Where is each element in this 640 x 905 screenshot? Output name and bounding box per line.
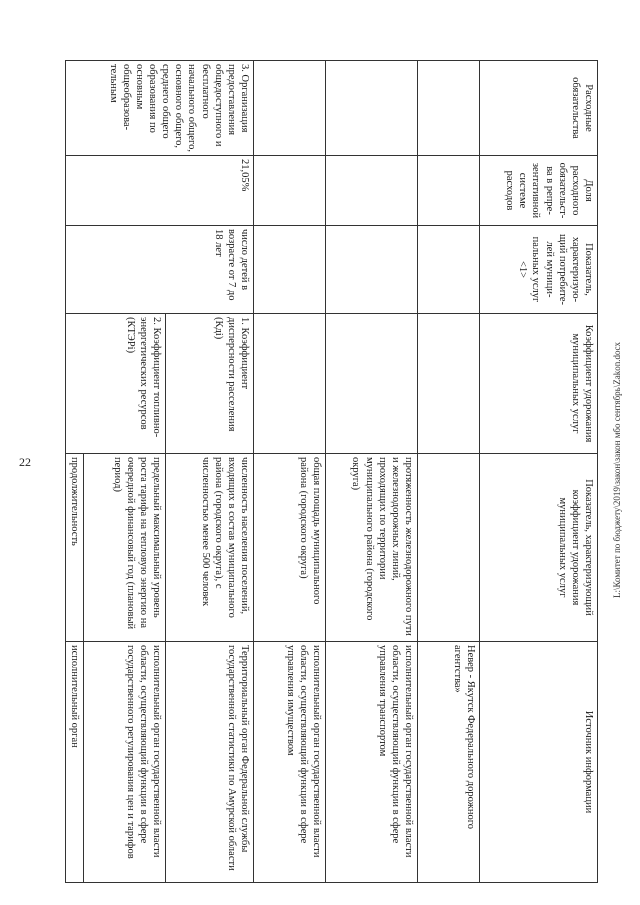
cost-table: [65, 60, 598, 883]
cell-indicator: продолжительность: [65, 454, 83, 642]
cell-empty: [418, 61, 480, 156]
cell-empty: [254, 61, 326, 156]
cell-source: исполнительный орган государственной власти области, осуществляющий функции в сфере управления транспортом: [326, 642, 418, 883]
cell-empty: [418, 156, 480, 226]
cell-empty: [254, 314, 326, 454]
table-row: [418, 61, 480, 883]
cell-empty: [326, 156, 418, 226]
header-indicator: Показатель, характеризующий коэффициент удорожания муниципальных услуг: [480, 454, 598, 642]
header-coefficient: Коэффициент удорожания муниципальных услуг: [480, 314, 598, 454]
cell-empty: [326, 61, 418, 156]
header-obligations: Расходные обязательства: [480, 61, 598, 156]
cell-source: исполнительный орган государственной власти области, осуществляющий функции в сфере государственного регулирования цен и тарифов: [84, 642, 166, 883]
table-row: [254, 61, 326, 883]
cell-obligation: 3. Организация предоставления общедоступного и бесплатного начального общего, основного общего, среднего общего образования по основным общеобразова-тельным: [65, 61, 253, 156]
header-share: Доля расходного обязательст-ва в репре-зентативной системе расходов: [480, 156, 598, 226]
cell-source: Невер - Якутск Федерального дорожного агентства»: [418, 642, 480, 883]
cell-empty: [418, 314, 480, 454]
cell-empty: [418, 454, 480, 642]
header-consumers: Показатель, характеризую-щий потребите-лей муници-пальных услуг <1>: [480, 226, 598, 314]
cell-empty: [254, 156, 326, 226]
cell-source: исполнительный орган государственной власти области, осуществляющий функции в сфере управления имуществом: [254, 642, 326, 883]
table-row: [326, 61, 418, 883]
cell-empty: [326, 226, 418, 314]
footer-file-path-text: L:\Комитет по бюджету\2019\закон\закон мбо сентябрь\Zakon.docx: [612, 341, 622, 599]
cell-indicator: предельный максимальный уровень роста тарифа на тепловую энергию на очередной финансовый год (плановый период): [84, 454, 166, 642]
cell-empty: [418, 226, 480, 314]
cell-source: исполнительный орган: [65, 642, 83, 883]
page-number: 22: [19, 455, 31, 469]
rotated-table-container: [68, 60, 598, 882]
cell-indicator: протяженность железнодорожного пути и железнодорожных линий, проходящих по территории муниципального района (городского округа): [326, 454, 418, 642]
cell-share: 21,05%: [65, 156, 253, 226]
cell-empty: [326, 314, 418, 454]
cell-coefficient: 2. Коэффициент топливно-энергетических ресурсов (КТЭРi): [65, 314, 165, 454]
cell-indicator: численность населения поселений, входящих в состав муниципального района (городского округа), с численностью менее 500 человек: [166, 454, 254, 642]
cell-empty: [254, 226, 326, 314]
cell-source: Территориальный орган Федеральной службы государственной статистики по Амурской области: [166, 642, 254, 883]
header-source: Источник информации: [480, 642, 598, 883]
cell-consumers: число детей в возрасте от 7 до 18 лет: [65, 226, 253, 314]
table-row: [166, 61, 254, 883]
cell-indicator: общая площадь муниципального района (городского округа): [254, 454, 326, 642]
footer-file-path: [612, 341, 632, 599]
cell-coefficient: 1. Коэффициент дисперсности расселения (Кдi): [166, 314, 254, 454]
header-row: [480, 61, 598, 883]
